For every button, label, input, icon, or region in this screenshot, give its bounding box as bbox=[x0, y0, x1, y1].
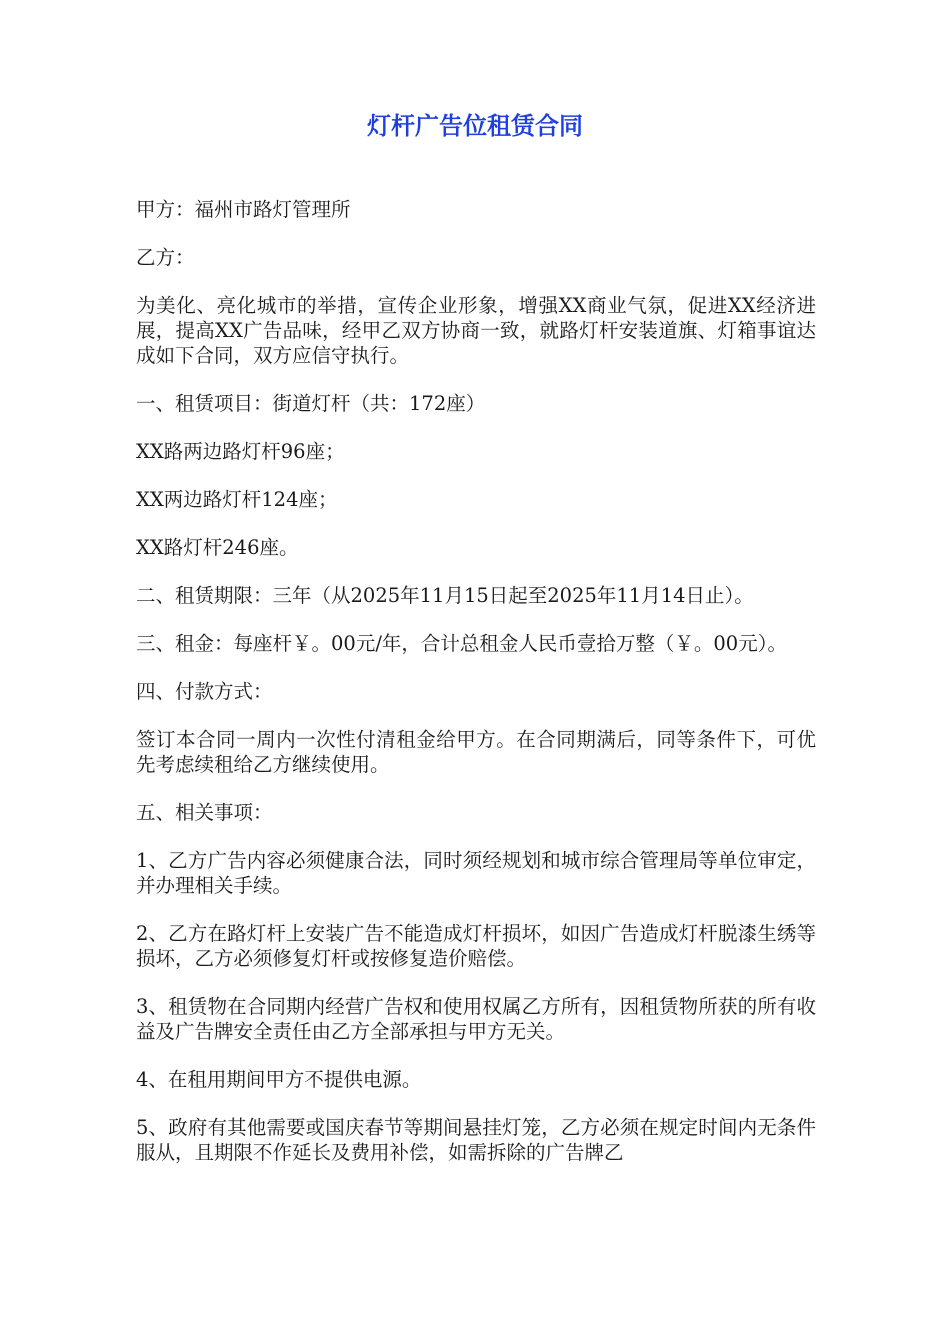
document-title: 灯杆广告位租赁合同 bbox=[367, 112, 583, 140]
clause-2: 2、乙方在路灯杆上安装广告不能造成灯杆损坏，如因广告造成灯杆脱漆生绣等损坏，乙方必须修复灯杆或按修复造价赔偿。 bbox=[136, 922, 816, 970]
section-3-rent: 三、租金：每座杆￥。00元/年，合计总租金人民币壹拾万整（￥。00元）。 bbox=[136, 632, 787, 655]
clause-4: 4、在租用期间甲方不提供电源。 bbox=[136, 1068, 422, 1091]
section-1-heading: 一、租赁项目：街道灯杆（共：172座） bbox=[136, 392, 486, 415]
clause-5: 5、政府有其他需要或国庆春节等期间悬挂灯笼，乙方必须在规定时间内无条件服从，且期限不作延长及费用补偿，如需拆除的广告牌乙 bbox=[136, 1116, 816, 1164]
clause-3: 3、租赁物在合同期内经营广告权和使用权属乙方所有，因租赁物所获的所有收益及广告牌安全责任由乙方全部承担与甲方无关。 bbox=[136, 995, 816, 1043]
party-a-line: 甲方：福州市路灯管理所 bbox=[136, 198, 351, 221]
payment-paragraph: 签订本合同一周内一次性付清租金给甲方。在合同期满后，同等条件下，可优先考虑续租给乙方继续使用。 bbox=[136, 728, 816, 776]
section-4-heading: 四、付款方式： bbox=[136, 680, 273, 703]
section-2-term: 二、租赁期限：三年（从2025年11月15日起至2025年11月14日止）。 bbox=[136, 584, 754, 607]
lease-item-3: XX路灯杆246座。 bbox=[136, 536, 299, 559]
document-body bbox=[136, 197, 816, 1188]
preamble-paragraph: 为美化、亮化城市的举措，宣传企业形象，增强XX商业气氛，促进XX经济进展，提高XX广告品味，经甲乙双方协商一致，就路灯杆安装道旗、灯箱事谊达成如下合同，双方应信守执行。 bbox=[136, 294, 816, 367]
lease-item-1: XX路两边路灯杆96座； bbox=[136, 440, 345, 463]
lease-item-2: XX两边路灯杆124座； bbox=[136, 488, 338, 511]
party-b-line: 乙方： bbox=[136, 246, 195, 269]
section-5-heading: 五、相关事项： bbox=[136, 801, 273, 824]
clause-1: 1、乙方广告内容必须健康合法，同时须经规划和城市综合管理局等单位审定，并办理相关手续。 bbox=[136, 849, 816, 897]
